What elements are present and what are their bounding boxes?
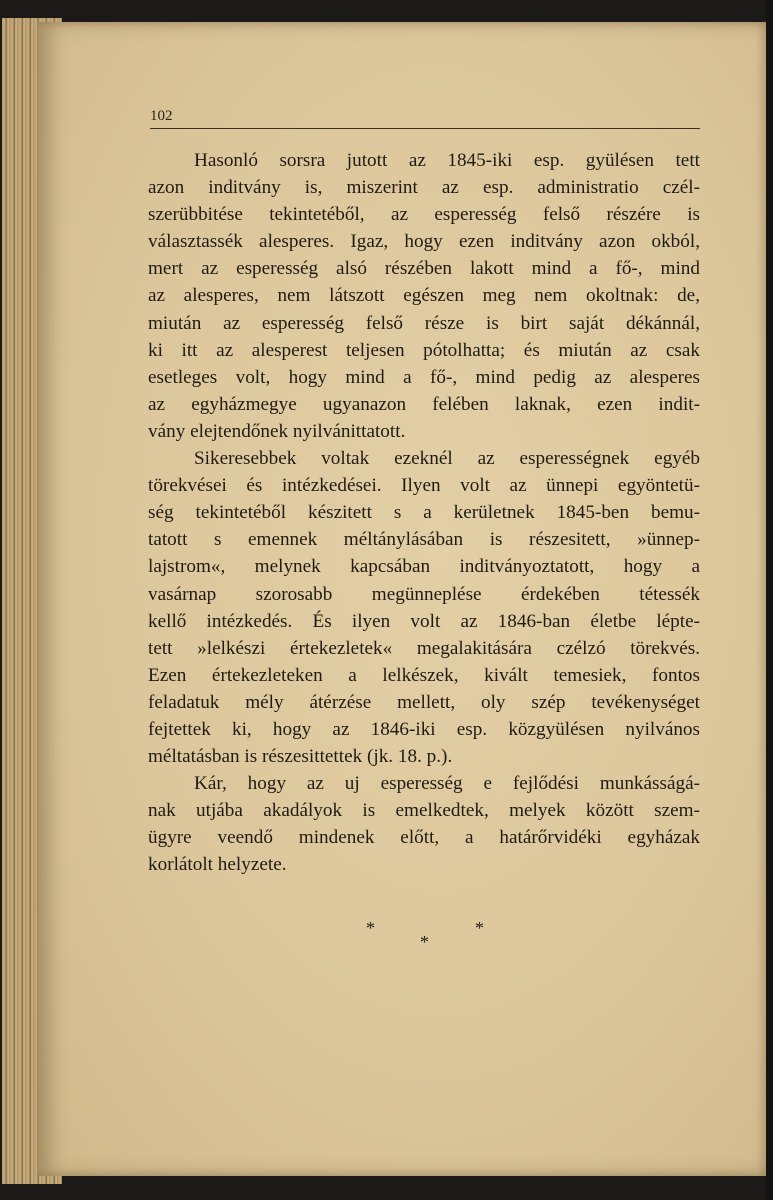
text-line: mert az esperesség alsó részében lakott mind a fő-, mind <box>148 258 700 280</box>
text-line: feladatuk mély átérzése mellett, oly szép tevékenységet <box>148 691 700 713</box>
text-line: Kár, hogy az uj esperesség e fejlődési munkásságá- <box>194 773 700 795</box>
text-line: Sikeresebbek voltak ezeknél az esperességnek egyéb <box>194 448 700 470</box>
text-line: azon inditvány is, miszerint az esp. administratio czél- <box>148 177 700 199</box>
text-line: tatott s emennek méltánylásában is részesitett, »ünnep- <box>148 529 700 551</box>
page-number: 102 <box>150 108 173 124</box>
text-line: az alesperes, nem látszott egészen meg nem okoltnak: de, <box>148 285 700 307</box>
page-header <box>150 108 700 129</box>
text-line: Hasonló sorsra jutott az 1845-iki esp. gyülésen tett <box>194 150 700 171</box>
separator-star: * <box>475 918 484 938</box>
separator-star: * <box>366 918 375 938</box>
text-line: tett »lelkészi értekezletek« megalakitására czélzó törekvés. <box>148 637 700 659</box>
text-line: ség tekintetéből készitett s a kerületnek 1845-ben bemu- <box>148 502 700 524</box>
text-line: lajstrom«, melynek kapcsában inditványoztatott, hogy a <box>148 556 700 578</box>
text-line: miután az esperesség felső része is birt saját dékánnál, <box>148 312 700 334</box>
text-line: méltatásban is részesittettek (jk. 18. p.). <box>148 746 453 768</box>
text-line: szerübbitése tekintetéből, az esperesség felső részére is <box>148 204 700 226</box>
text-line: kellő intézkedés. És ilyen volt az 1846-ban életbe lépte- <box>148 610 700 632</box>
text-line: korlátolt helyzete. <box>148 854 287 876</box>
body-text <box>148 147 700 879</box>
text-line: fejtettek ki, hogy az 1846-iki esp. közgyülésen nyilvános <box>148 718 700 740</box>
text-line: Ezen értekezleteken a lelkészek, kivált temesiek, fontos <box>148 664 700 686</box>
text-line: esetleges volt, hogy mind a fő-, mind pedig az alesperes <box>148 366 700 388</box>
paragraph-2 <box>148 445 700 770</box>
paragraph-1 <box>148 147 700 445</box>
section-separator <box>360 918 490 958</box>
scan-right-border <box>766 0 773 1200</box>
text-line: ügyre veendő mindenek előtt, a határőrvidéki egyházak <box>148 827 700 849</box>
text-line: törekvései és intézkedései. Ilyen volt az ünnepi egyöntetü- <box>148 475 700 497</box>
paragraph-3 <box>148 770 700 878</box>
text-line: az egyházmegye ugyanazon felében laknak, ezen indit- <box>148 393 700 415</box>
text-line: választassék alesperes. Igaz, hogy ezen inditvány azon okból, <box>148 231 700 253</box>
text-line: nak utjába akadályok is emelkedtek, melyek között szem- <box>148 800 700 822</box>
text-line: ki itt az alesperest teljesen pótolhatta; és miután az csak <box>148 339 700 361</box>
separator-star: * <box>420 932 429 952</box>
text-line: vány elejtendőnek nyilvánittatott. <box>148 420 406 442</box>
text-line: vasárnap szorosabb megünneplése érdekében tétessék <box>148 583 700 605</box>
